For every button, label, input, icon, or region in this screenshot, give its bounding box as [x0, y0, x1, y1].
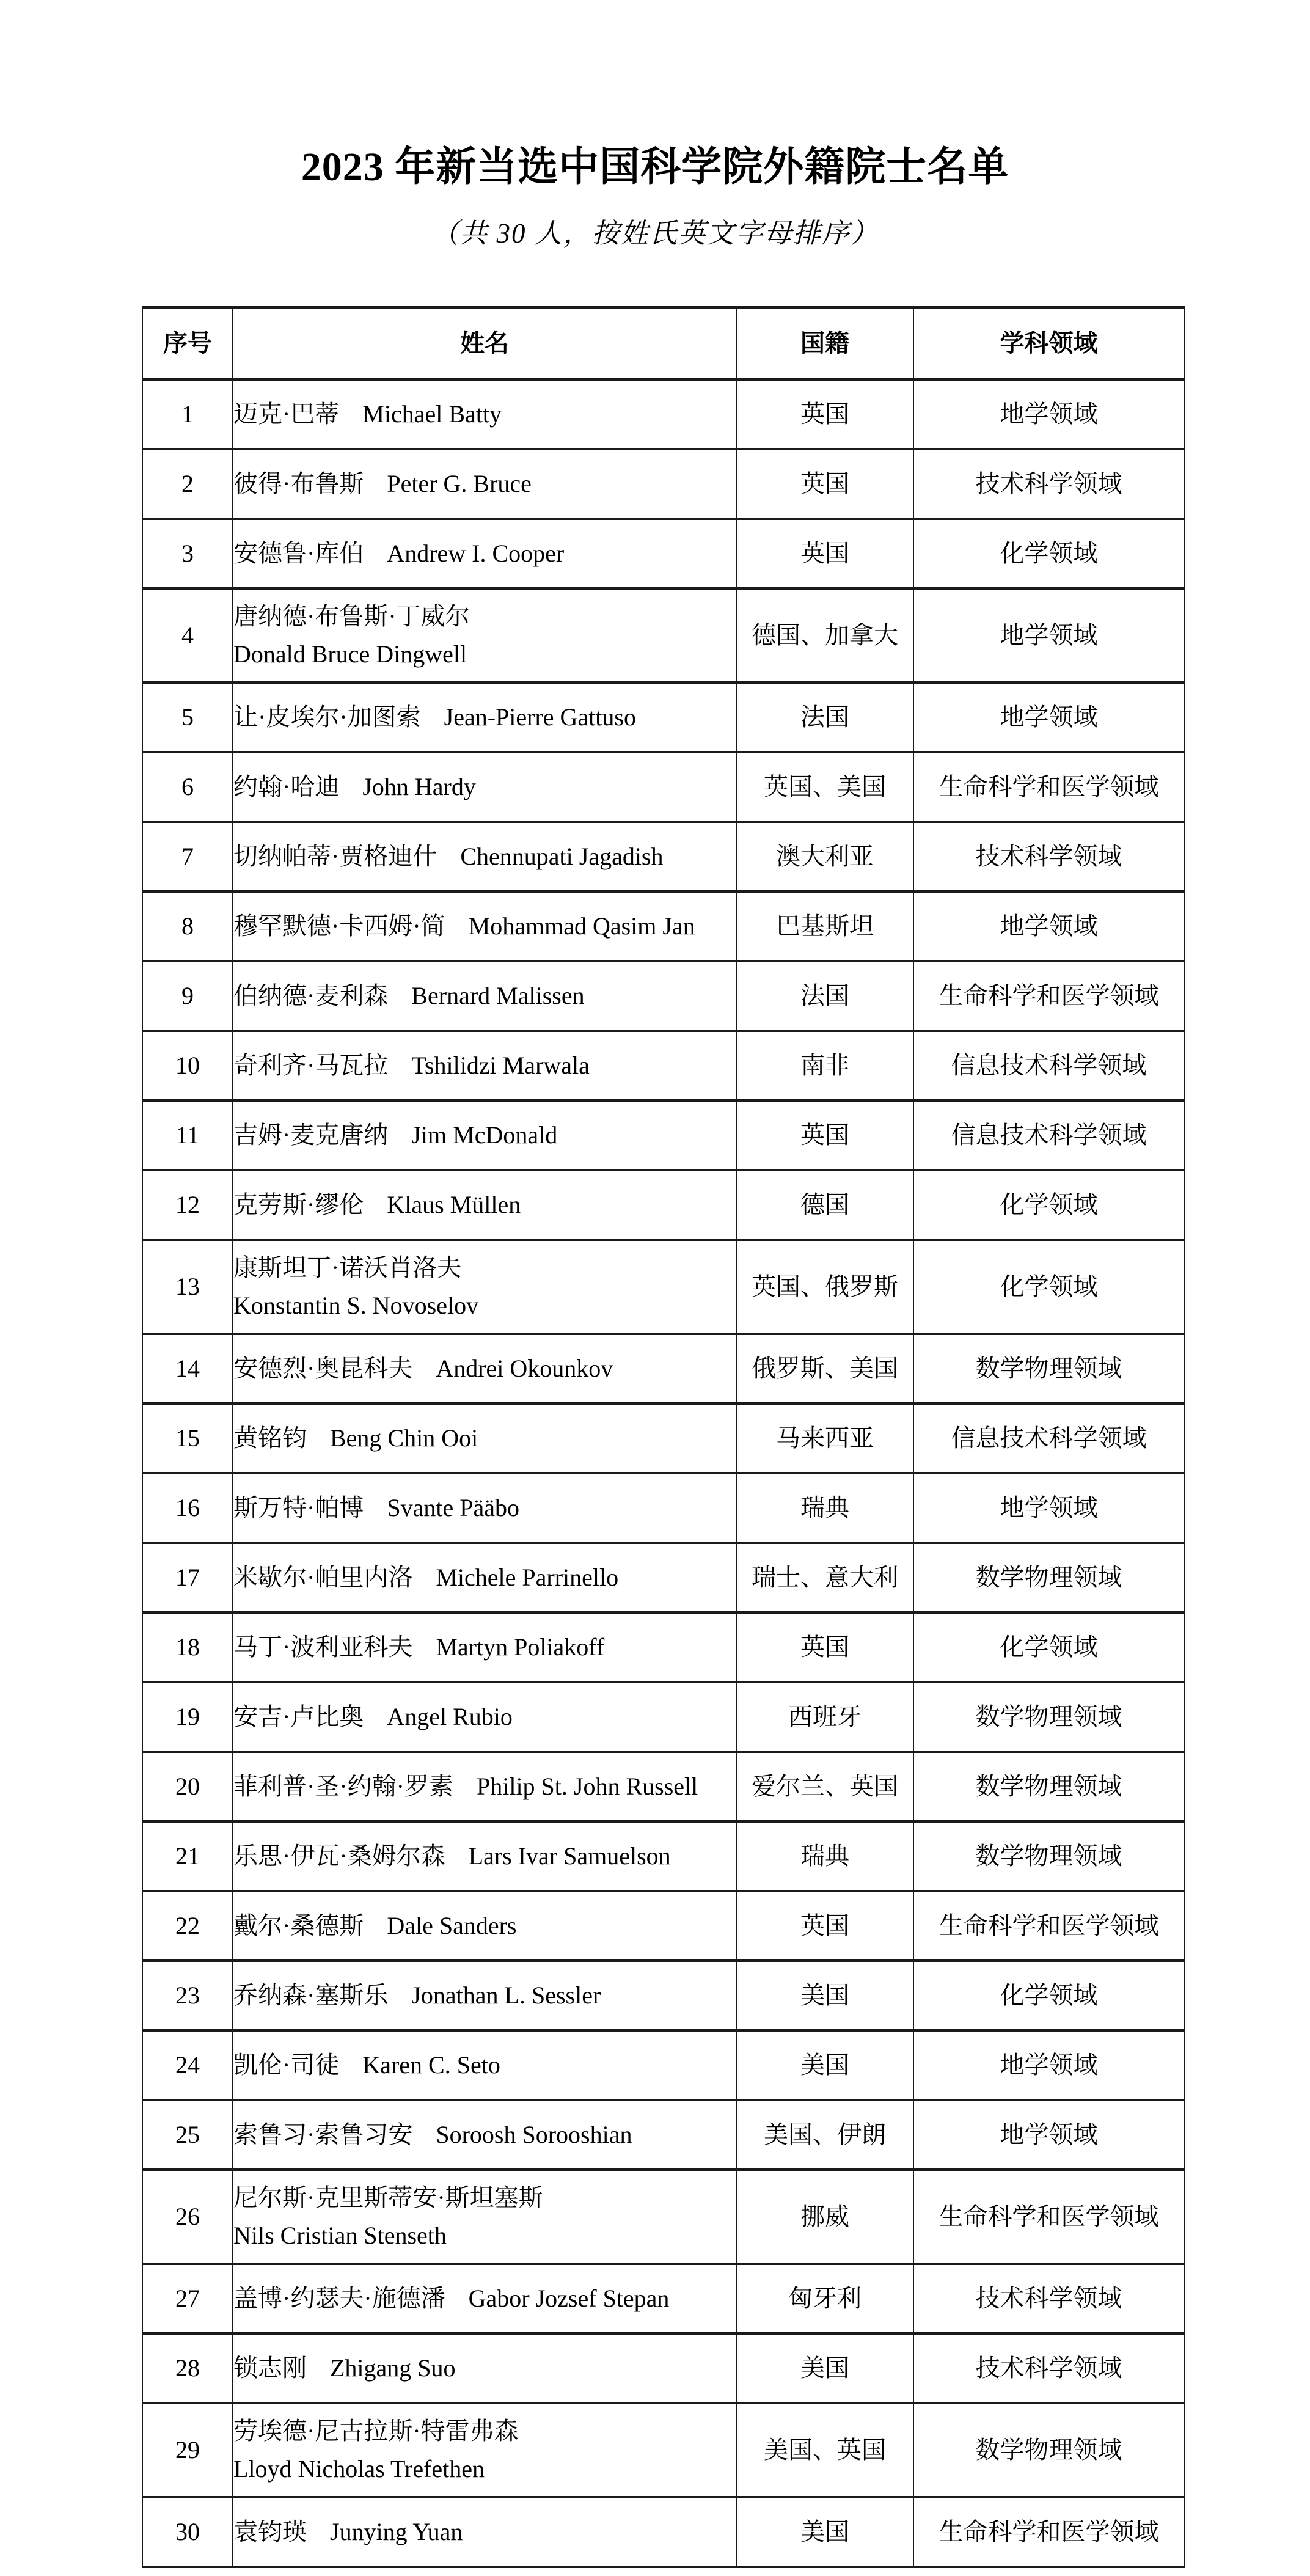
name-english: Soroosh Sorooshian: [436, 2121, 632, 2148]
field-cell: 生命科学和医学领域: [913, 2497, 1184, 2567]
nationality-cell: 瑞士、意大利: [736, 1543, 913, 1612]
name-english: Nils Cristian Stenseth: [233, 2222, 447, 2249]
name-chinese: 凯伦·司徒: [233, 2051, 340, 2079]
name-cell: [233, 1473, 736, 1543]
name-cell: [233, 2030, 736, 2100]
table-row: [142, 1612, 1184, 1682]
nationality-cell: 英国: [736, 1100, 913, 1170]
nationality-cell: 澳大利亚: [736, 822, 913, 891]
name-cell: [233, 1100, 736, 1170]
name-chinese: 盖博·约瑟夫·施德潘: [233, 2285, 445, 2312]
serial-number-cell: 27: [142, 2264, 233, 2333]
field-cell: 地学领域: [913, 2030, 1184, 2100]
serial-number-cell: 22: [142, 1891, 233, 1961]
nationality-cell: 巴基斯坦: [736, 891, 913, 961]
name-english: Michele Parrinello: [436, 1564, 619, 1591]
nationality-cell: 英国: [736, 519, 913, 588]
header-field: 学科领域: [913, 307, 1184, 379]
table-row: [142, 1752, 1184, 1821]
name-chinese: 奇利齐·马瓦拉: [233, 1052, 389, 1079]
name-chinese: 尼尔斯·克里斯蒂安·斯坦塞斯: [233, 2184, 543, 2211]
name-english: Jean-Pierre Gattuso: [444, 703, 636, 731]
serial-number-cell: 5: [142, 682, 233, 752]
table-row: [142, 1170, 1184, 1240]
name-cell: [233, 1543, 736, 1612]
name-cell: [233, 2333, 736, 2403]
nationality-cell: 英国、俄罗斯: [736, 1240, 913, 1334]
table-row: [142, 2264, 1184, 2333]
field-cell: 生命科学和医学领域: [913, 752, 1184, 822]
name-chinese: 彼得·布鲁斯: [233, 470, 364, 497]
name-english: Konstantin S. Novoselov: [233, 1292, 479, 1319]
name-cell: [233, 2170, 736, 2264]
serial-number-cell: 18: [142, 1612, 233, 1682]
name-english: Dale Sanders: [387, 1912, 517, 1939]
field-cell: 生命科学和医学领域: [913, 1891, 1184, 1961]
table-row: [142, 822, 1184, 891]
table-row: [142, 752, 1184, 822]
header-serial-number: 序号: [142, 307, 233, 379]
nationality-cell: 瑞典: [736, 1473, 913, 1543]
name-cell: [233, 1821, 736, 1891]
nationality-cell: 美国: [736, 1961, 913, 2030]
name-chinese: 让·皮埃尔·加图索: [233, 703, 421, 731]
table-row: [142, 1961, 1184, 2030]
serial-number-cell: 16: [142, 1473, 233, 1543]
name-cell: [233, 2497, 736, 2567]
field-cell: 数学物理领域: [913, 1682, 1184, 1752]
name-english: Zhigang Suo: [330, 2354, 456, 2382]
table-row: [142, 1240, 1184, 1334]
table-row: [142, 2100, 1184, 2170]
name-chinese: 菲利普·圣·约翰·罗素: [233, 1773, 453, 1800]
name-chinese: 安德鲁·库伯: [233, 540, 364, 567]
name-english: Lloyd Nicholas Trefethen: [233, 2455, 485, 2483]
name-chinese: 黄铭钧: [233, 1424, 307, 1452]
table-row: [142, 2333, 1184, 2403]
serial-number-cell: 13: [142, 1240, 233, 1334]
serial-number-cell: 28: [142, 2333, 233, 2403]
nationality-cell: 法国: [736, 682, 913, 752]
name-cell: [233, 1961, 736, 2030]
page-title: 2023 年新当选中国科学院外籍院士名单: [301, 145, 1009, 189]
table-row: [142, 1334, 1184, 1403]
nationality-cell: 美国: [736, 2030, 913, 2100]
header-nationality: 国籍: [736, 307, 913, 379]
table-row: [142, 519, 1184, 588]
name-english: Jonathan L. Sessler: [411, 1981, 601, 2009]
table-row: [142, 588, 1184, 682]
field-cell: 化学领域: [913, 519, 1184, 588]
name-chinese: 戴尔·桑德斯: [233, 1912, 364, 1939]
nationality-cell: 爱尔兰、英国: [736, 1752, 913, 1821]
serial-number-cell: 26: [142, 2170, 233, 2264]
serial-number-cell: 7: [142, 822, 233, 891]
serial-number-cell: 14: [142, 1334, 233, 1403]
name-chinese: 穆罕默德·卡西姆·简: [233, 912, 445, 940]
name-chinese: 约翰·哈迪: [233, 773, 340, 800]
name-cell: [233, 1682, 736, 1752]
nationality-cell: 挪威: [736, 2170, 913, 2264]
serial-number-cell: 2: [142, 449, 233, 519]
name-chinese: 伯纳德·麦利森: [233, 982, 389, 1009]
serial-number-cell: 6: [142, 752, 233, 822]
field-cell: 技术科学领域: [913, 449, 1184, 519]
serial-number-cell: 10: [142, 1031, 233, 1100]
name-cell: [233, 1334, 736, 1403]
name-english: Jim McDonald: [411, 1121, 558, 1149]
nationality-cell: 俄罗斯、美国: [736, 1334, 913, 1403]
name-english: Bernard Malissen: [411, 982, 585, 1009]
nationality-cell: 马来西亚: [736, 1403, 913, 1473]
name-cell: [233, 1612, 736, 1682]
name-chinese: 斯万特·帕博: [233, 1494, 364, 1521]
name-cell: [233, 682, 736, 752]
name-chinese: 劳埃德·尼古拉斯·特雷弗森: [233, 2417, 519, 2445]
table-header-row: [142, 307, 1184, 379]
serial-number-cell: 9: [142, 961, 233, 1031]
name-cell: [233, 1031, 736, 1100]
nationality-cell: 美国、伊朗: [736, 2100, 913, 2170]
name-chinese: 乐思·伊瓦·桑姆尔森: [233, 1842, 445, 1870]
serial-number-cell: 17: [142, 1543, 233, 1612]
name-chinese: 米歇尔·帕里内洛: [233, 1564, 413, 1591]
field-cell: 地学领域: [913, 379, 1184, 449]
table-row: [142, 1031, 1184, 1100]
name-cell: [233, 752, 736, 822]
table-body: [142, 379, 1184, 2567]
name-cell: [233, 1891, 736, 1961]
name-cell: [233, 588, 736, 682]
nationality-cell: 美国: [736, 2333, 913, 2403]
name-chinese: 唐纳德·布鲁斯·丁威尔: [233, 602, 470, 630]
serial-number-cell: 1: [142, 379, 233, 449]
field-cell: 化学领域: [913, 1961, 1184, 2030]
field-cell: 地学领域: [913, 682, 1184, 752]
table-row: [142, 2030, 1184, 2100]
serial-number-cell: 12: [142, 1170, 233, 1240]
nationality-cell: 美国、英国: [736, 2403, 913, 2497]
name-english: Philip St. John Russell: [476, 1773, 698, 1800]
table-row: [142, 1473, 1184, 1543]
table-row: [142, 961, 1184, 1031]
nationality-cell: 英国: [736, 1612, 913, 1682]
name-chinese: 安德烈·奥昆科夫: [233, 1355, 413, 1382]
field-cell: 数学物理领域: [913, 1334, 1184, 1403]
name-chinese: 康斯坦丁·诺沃肖洛夫: [233, 1254, 462, 1281]
serial-number-cell: 29: [142, 2403, 233, 2497]
name-cell: [233, 519, 736, 588]
name-english: Beng Chin Ooi: [330, 1424, 478, 1452]
field-cell: 生命科学和医学领域: [913, 2170, 1184, 2264]
name-cell: [233, 2403, 736, 2497]
serial-number-cell: 30: [142, 2497, 233, 2567]
name-english: Junying Yuan: [330, 2518, 463, 2545]
table-row: [142, 379, 1184, 449]
table-row: [142, 2497, 1184, 2567]
name-cell: [233, 1752, 736, 1821]
serial-number-cell: 8: [142, 891, 233, 961]
table-row: [142, 1403, 1184, 1473]
field-cell: 技术科学领域: [913, 2333, 1184, 2403]
name-cell: [233, 891, 736, 961]
name-chinese: 袁钧瑛: [233, 2518, 307, 2545]
serial-number-cell: 11: [142, 1100, 233, 1170]
name-cell: [233, 2100, 736, 2170]
field-cell: 地学领域: [913, 1473, 1184, 1543]
nationality-cell: 南非: [736, 1031, 913, 1100]
name-chinese: 索鲁习·索鲁习安: [233, 2121, 413, 2148]
name-english: Gabor Jozsef Stepan: [468, 2285, 670, 2312]
name-chinese: 迈克·巴蒂: [233, 400, 340, 428]
nationality-cell: 英国、美国: [736, 752, 913, 822]
name-english: Chennupati Jagadish: [460, 843, 664, 870]
nationality-cell: 法国: [736, 961, 913, 1031]
field-cell: 化学领域: [913, 1612, 1184, 1682]
field-cell: 数学物理领域: [913, 1752, 1184, 1821]
name-english: Karen C. Seto: [362, 2051, 500, 2079]
name-chinese: 安吉·卢比奥: [233, 1703, 364, 1730]
nationality-cell: 德国、加拿大: [736, 588, 913, 682]
nationality-cell: 西班牙: [736, 1682, 913, 1752]
name-english: Peter G. Bruce: [387, 470, 532, 497]
name-cell: [233, 2264, 736, 2333]
name-english: Andrei Okounkov: [436, 1355, 613, 1382]
name-english: Mohammad Qasim Jan: [468, 912, 695, 940]
field-cell: 技术科学领域: [913, 822, 1184, 891]
serial-number-cell: 19: [142, 1682, 233, 1752]
field-cell: 信息技术科学领域: [913, 1100, 1184, 1170]
field-cell: 地学领域: [913, 2100, 1184, 2170]
name-chinese: 切纳帕蒂·贾格迪什: [233, 843, 437, 870]
table-row: [142, 891, 1184, 961]
name-chinese: 吉姆·麦克唐纳: [233, 1121, 389, 1149]
serial-number-cell: 3: [142, 519, 233, 588]
name-cell: [233, 449, 736, 519]
nationality-cell: 英国: [736, 379, 913, 449]
field-cell: 地学领域: [913, 588, 1184, 682]
name-english: Svante Pääbo: [387, 1494, 519, 1521]
name-english: Tshilidzi Marwala: [411, 1052, 590, 1079]
field-cell: 技术科学领域: [913, 2264, 1184, 2333]
serial-number-cell: 25: [142, 2100, 233, 2170]
table-row: [142, 1891, 1184, 1961]
name-english: Andrew I. Cooper: [387, 540, 565, 567]
serial-number-cell: 24: [142, 2030, 233, 2100]
name-cell: [233, 822, 736, 891]
nationality-cell: 英国: [736, 1891, 913, 1961]
name-chinese: 锁志刚: [233, 2354, 307, 2382]
name-english: Lars Ivar Samuelson: [468, 1842, 671, 1870]
field-cell: 地学领域: [913, 891, 1184, 961]
field-cell: 信息技术科学领域: [913, 1031, 1184, 1100]
name-chinese: 马丁·波利亚科夫: [233, 1633, 413, 1661]
table-row: [142, 449, 1184, 519]
table-row: [142, 2403, 1184, 2497]
header-name: 姓名: [233, 307, 736, 379]
serial-number-cell: 20: [142, 1752, 233, 1821]
field-cell: 数学物理领域: [913, 1543, 1184, 1612]
nationality-cell: 德国: [736, 1170, 913, 1240]
table-row: [142, 1543, 1184, 1612]
serial-number-cell: 21: [142, 1821, 233, 1891]
page-subtitle: （共 30 人，按姓氏英文字母排序）: [431, 218, 879, 249]
name-cell: [233, 1170, 736, 1240]
name-english: Michael Batty: [362, 400, 502, 428]
field-cell: 信息技术科学领域: [913, 1403, 1184, 1473]
serial-number-cell: 4: [142, 588, 233, 682]
field-cell: 数学物理领域: [913, 2403, 1184, 2497]
serial-number-cell: 23: [142, 1961, 233, 2030]
name-chinese: 乔纳森·塞斯乐: [233, 1981, 389, 2009]
nationality-cell: 英国: [736, 449, 913, 519]
serial-number-cell: 15: [142, 1403, 233, 1473]
field-cell: 数学物理领域: [913, 1821, 1184, 1891]
name-cell: [233, 961, 736, 1031]
table-row: [142, 1682, 1184, 1752]
table-row: [142, 1821, 1184, 1891]
name-english: Klaus Müllen: [387, 1191, 521, 1218]
nationality-cell: 美国: [736, 2497, 913, 2567]
field-cell: 生命科学和医学领域: [913, 961, 1184, 1031]
name-english: Angel Rubio: [387, 1703, 513, 1730]
name-cell: [233, 379, 736, 449]
name-english: Martyn Poliakoff: [436, 1633, 605, 1661]
name-chinese: 克劳斯·缪伦: [233, 1191, 364, 1218]
table-row: [142, 682, 1184, 752]
name-english: John Hardy: [362, 773, 476, 800]
name-cell: [233, 1403, 736, 1473]
academicians-table: [142, 306, 1185, 2568]
table-row: [142, 1100, 1184, 1170]
nationality-cell: 匈牙利: [736, 2264, 913, 2333]
name-english: Donald Bruce Dingwell: [233, 640, 467, 668]
name-cell: [233, 1240, 736, 1334]
field-cell: 化学领域: [913, 1170, 1184, 1240]
table-row: [142, 2170, 1184, 2264]
field-cell: 化学领域: [913, 1240, 1184, 1334]
nationality-cell: 瑞典: [736, 1821, 913, 1891]
